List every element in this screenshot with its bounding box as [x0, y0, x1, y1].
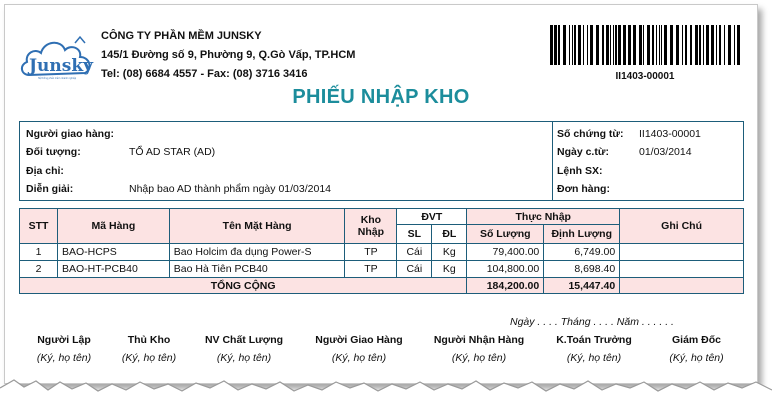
signer-role: Người Giao Hàng	[315, 334, 403, 346]
row-stt: 1	[20, 244, 58, 261]
barcode-bar	[569, 25, 570, 65]
barcode-bar	[550, 25, 553, 65]
voucher-date-row	[557, 146, 609, 158]
barcode-bar	[734, 25, 735, 65]
row-quantity: 79,400.00	[467, 244, 544, 261]
total-weight: 15,447.40	[544, 278, 620, 294]
partner-value: TỔ AD STAR (AD)	[129, 146, 216, 158]
junsky-logo-icon	[19, 31, 97, 83]
barcode-bar	[656, 25, 657, 65]
barcode-bar	[670, 25, 673, 65]
row-note	[620, 261, 744, 278]
barcode-bar	[563, 25, 566, 65]
header-item-code: Mã Hàng	[57, 209, 169, 244]
barcode-bar	[690, 25, 692, 65]
receipt-paper	[4, 4, 758, 384]
barcode-bar	[643, 25, 644, 65]
barcode-bar	[578, 25, 581, 65]
row-unit-sl: Cái	[397, 261, 432, 278]
items-table	[19, 208, 744, 294]
barcode-bar	[737, 25, 740, 65]
description-label: Diễn giải:	[26, 183, 74, 195]
voucher-date-label: Ngày c.từ:	[557, 146, 609, 158]
row-warehouse: TP	[345, 261, 397, 278]
barcode-bar	[554, 25, 557, 65]
logo-wordmark: Junsky	[29, 56, 93, 76]
info-divider	[552, 122, 553, 200]
signer-role: K.Toán Trưởng	[556, 334, 632, 346]
voucher-no-label: Số chứng từ:	[557, 128, 624, 140]
barcode-bar	[716, 25, 717, 65]
description-value: Nhập bao AD thành phẩm ngày 01/03/2014	[129, 183, 331, 195]
row-stt: 2	[20, 261, 58, 278]
barcode-bar	[602, 25, 604, 65]
barcode-bar	[711, 25, 714, 65]
table-row	[20, 261, 744, 278]
barcode-bar	[706, 25, 709, 65]
barcode-bar	[661, 25, 662, 65]
signer-role: Người Lập	[37, 334, 91, 346]
company-info	[101, 27, 355, 84]
company-name: CÔNG TY PHẦN MỀM JUNSKY	[101, 30, 262, 42]
signer-role: Giám Đốc	[671, 334, 721, 346]
row-unit-sl: Cái	[397, 244, 432, 261]
header-item-name: Tên Mặt Hàng	[169, 209, 345, 244]
signer-hint: (Ký, họ tên)	[669, 352, 724, 364]
voucher-date-value: 01/03/2014	[639, 146, 692, 158]
barcode-icon	[550, 25, 740, 65]
signer-hint: (Ký, họ tên)	[451, 352, 507, 364]
signer-role: Người Nhận Hàng	[433, 334, 525, 346]
barcode-bar	[574, 25, 576, 65]
description-row	[26, 183, 73, 195]
barcode-bar	[699, 25, 701, 65]
partner-label: Đối tượng:	[26, 146, 81, 158]
barcode-bar	[685, 25, 687, 65]
production-order-label: Lệnh SX:	[557, 165, 603, 177]
barcode-bar	[558, 25, 560, 65]
table-row	[20, 244, 744, 261]
signer-hint: (Ký, họ tên)	[331, 352, 387, 364]
barcode-bar	[596, 25, 599, 65]
barcode-bar	[618, 25, 621, 65]
total-note	[620, 278, 744, 294]
barcode-bar	[639, 25, 642, 65]
header-quantity: Số Lượng	[467, 225, 544, 244]
row-warehouse: TP	[345, 244, 397, 261]
header-warehouse: Kho Nhập	[345, 209, 397, 244]
row-name: Bao Hà Tiên PCB40	[169, 261, 345, 278]
barcode-bar	[610, 25, 611, 65]
barcode-bar	[606, 25, 609, 65]
barcode-bar	[719, 25, 721, 65]
row-note	[620, 244, 744, 261]
info-box	[19, 121, 744, 201]
address-label: Địa chỉ:	[26, 165, 64, 177]
address-row	[26, 165, 64, 177]
production-order-row	[557, 165, 603, 177]
barcode-bar	[728, 25, 731, 65]
header-weight: Định Lượng	[544, 225, 620, 244]
row-weight: 6,749.00	[544, 244, 620, 261]
document-title: PHIẾU NHẬP KHO	[292, 86, 470, 108]
total-row	[20, 278, 744, 294]
barcode-bar	[572, 25, 573, 65]
row-code: BAO-HCPS	[57, 244, 169, 261]
barcode-bar	[647, 25, 650, 65]
barcode-bar	[695, 25, 698, 65]
barcode-bar	[724, 25, 725, 65]
document-code: II1403-00001	[615, 71, 675, 82]
company-phone: Tel: (08) 6684 4557 - Fax: (08) 3716 3416	[101, 68, 308, 80]
barcode-bar	[682, 25, 683, 65]
barcode-bar	[664, 25, 667, 65]
barcode-bar	[587, 25, 588, 65]
header-unit-sl: SL	[397, 225, 432, 244]
barcode-bar	[633, 25, 636, 65]
signer-hint: (Ký, họ tên)	[121, 352, 177, 364]
barcode-bar	[659, 25, 660, 65]
barcode-bar	[652, 25, 654, 65]
header-unit: ĐVT	[397, 209, 467, 225]
header-stt: STT	[20, 209, 58, 244]
barcode-bar	[703, 25, 704, 65]
torn-edge-decoration	[0, 360, 772, 410]
barcode-bar	[676, 25, 679, 65]
row-weight: 8,698.40	[544, 261, 620, 278]
signer-hint: (Ký, họ tên)	[36, 352, 92, 364]
row-unit-dl: Kg	[432, 244, 467, 261]
partner-row	[26, 146, 81, 158]
deliverer-label: Người giao hàng:	[26, 128, 114, 140]
row-quantity: 104,800.00	[467, 261, 544, 278]
total-label: TỔNG CỘNG	[20, 278, 467, 294]
signer-role: Thủ Kho	[127, 334, 171, 346]
barcode-bar	[590, 25, 593, 65]
header-received: Thực Nhập	[467, 209, 620, 225]
signer-hint: (Ký, họ tên)	[216, 352, 272, 364]
row-name: Bao Holcim đa dụng Power-S	[169, 244, 345, 261]
total-quantity: 184,200.00	[467, 278, 544, 294]
barcode-bar	[583, 25, 584, 65]
sales-order-label: Đơn hàng:	[557, 183, 610, 195]
voucher-no-value: II1403-00001	[639, 128, 701, 140]
signer-hint: (Ký, họ tên)	[566, 352, 622, 364]
barcode-bar	[628, 25, 631, 65]
company-address: 145/1 Đường số 9, Phường 9, Q.Gò Vấp, TP.HCM	[101, 49, 356, 61]
header-note: Ghi Chú	[620, 209, 744, 244]
logo-tagline: Hệ thống phần mềm doanh nghiệp	[37, 77, 77, 80]
deliverer-row	[26, 128, 114, 140]
barcode-bar	[615, 25, 617, 65]
date-line: Ngày . . . . Tháng . . . . Năm . . . . . .	[510, 316, 674, 328]
row-unit-dl: Kg	[432, 261, 467, 278]
header-unit-dl: ĐL	[432, 225, 467, 244]
voucher-no-row	[557, 128, 624, 140]
barcode-bar	[623, 25, 626, 65]
row-code: BAO-HT-PCB40	[57, 261, 169, 278]
barcode-bar	[613, 25, 614, 65]
signer-role: NV Chất Lượng	[204, 334, 284, 346]
sales-order-row	[557, 183, 610, 195]
